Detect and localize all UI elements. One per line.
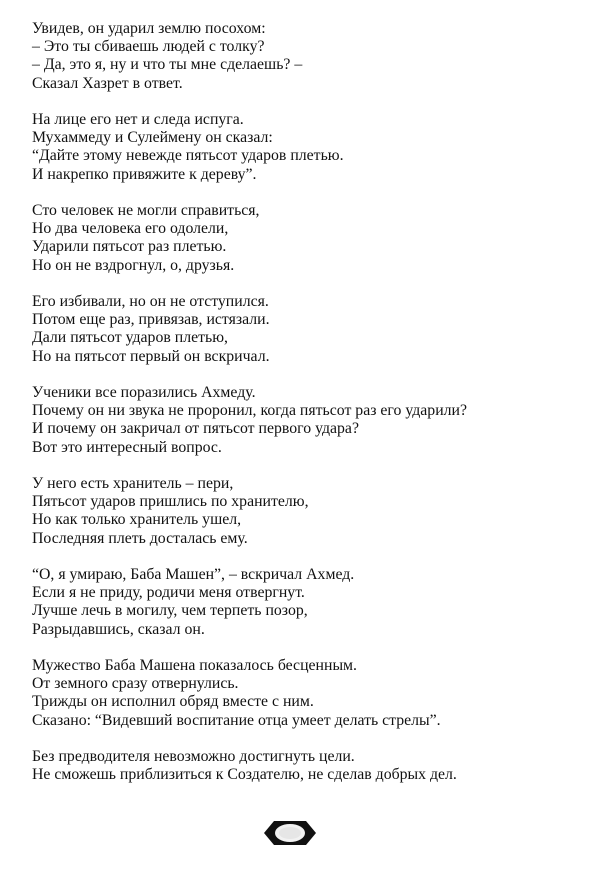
verse-line: Увидев, он ударил землю посохом: xyxy=(32,20,266,37)
verse-line: Если я не приду, родичи меня отвергнут. xyxy=(32,584,305,602)
stanza xyxy=(32,748,592,784)
verse-line: Пятьсот ударов пришлись по хранителю, xyxy=(32,493,309,511)
stanza xyxy=(32,657,592,730)
verse-line: И накрепко привяжите к дереву”. xyxy=(32,165,257,183)
verse-line: Лучше лечь в могилу, чем терпеть позор, xyxy=(32,602,308,620)
verse-line: – Это ты сбиваешь людей с толку? xyxy=(32,38,265,56)
verse-line: “Дайте этому невежде пятьсот ударов плетью. xyxy=(32,147,344,165)
verse-line: “О, я умираю, Баба Машен”, – вскричал Ахмед. xyxy=(32,566,355,583)
verse-line: Но два человека его одолели, xyxy=(32,220,229,238)
verse-line: От земного сразу отвернулись. xyxy=(32,675,239,693)
page-number-ornament-icon xyxy=(258,813,322,853)
verse-line: Но он не вздрогнул, о, друзья. xyxy=(32,256,235,274)
poem-text xyxy=(32,20,592,803)
verse-line: Сказано: “Видевший воспитание отца умеет делать стрелы”. xyxy=(32,711,441,729)
verse-line: Не сможешь приблизиться к Создателю, не сделав добрых дел. xyxy=(32,766,457,784)
stanza xyxy=(32,202,592,275)
verse-line: Ударили пятьсот раз плетью. xyxy=(32,238,227,256)
stanza xyxy=(32,111,592,184)
stanza xyxy=(32,475,592,548)
verse-line: Но на пятьсот первый он вскричал. xyxy=(32,347,270,365)
verse-line: Но как только хранитель ушел, xyxy=(32,511,242,529)
verse-line: Его избивали, но он не отступился. xyxy=(32,293,269,310)
verse-line: Сто человек не могли справиться, xyxy=(32,202,260,219)
verse-line: Почему он ни звука не проронил, когда пятьсот раз его ударили? xyxy=(32,402,467,420)
verse-line: – Да, это я, ну и что ты мне сделаешь? – xyxy=(32,56,303,74)
stanza xyxy=(32,384,592,457)
verse-line: Дали пятьсот ударов плетью, xyxy=(32,329,228,347)
verse-line: Мухаммеду и Сулеймену он сказал: xyxy=(32,129,273,147)
stanza xyxy=(32,293,592,366)
verse-line: Разрыдавшись, сказал он. xyxy=(32,620,205,638)
verse-line: Мужество Баба Машена показалось бесценным. xyxy=(32,657,358,674)
verse-line: У него есть хранитель – пери, xyxy=(32,475,234,492)
verse-line: Сказал Хазрет в ответ. xyxy=(32,74,183,92)
verse-line: Вот это интересный вопрос. xyxy=(32,438,222,456)
verse-line: Трижды он исполнил обряд вместе с ним. xyxy=(32,693,314,711)
verse-line: И почему он закричал от пятьсот первого удара? xyxy=(32,420,359,438)
stanza xyxy=(32,20,592,93)
verse-line: Без предводителя невозможно достигнуть цели. xyxy=(32,748,355,765)
stanza xyxy=(32,566,592,639)
verse-line: Потом еще раз, привязав, истязали. xyxy=(32,311,270,329)
verse-line: Ученики все поразились Ахмеду. xyxy=(32,384,256,401)
verse-line: На лице его нет и следа испуга. xyxy=(32,111,244,128)
verse-line: Последняя плеть досталась ему. xyxy=(32,529,248,547)
